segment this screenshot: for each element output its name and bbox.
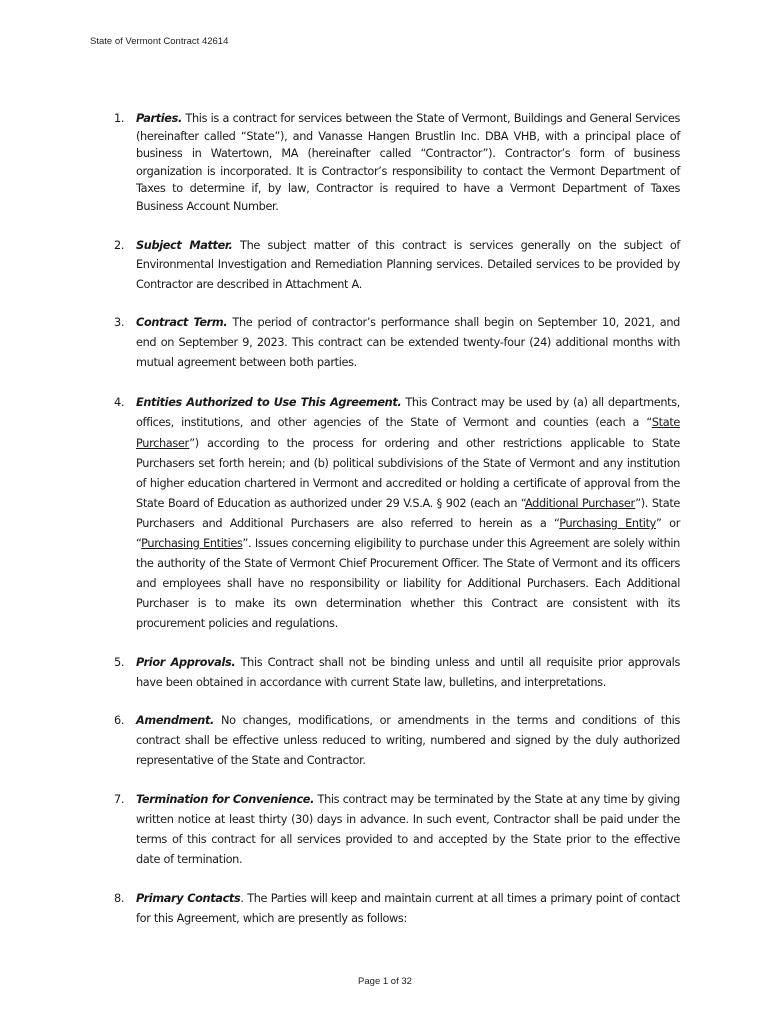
section-title: Subject Matter.	[136, 238, 233, 252]
section-text: No changes, modifications, or amendments in the terms and conditions of this contract shall be effective unless reduced to writing, numbered and signed by the duly authorized representative of the State and Contractor.	[136, 714, 680, 768]
page-header: State of Vermont Contract 42614	[90, 36, 229, 47]
section-number: 5.	[114, 656, 125, 670]
section-number: 3.	[114, 316, 125, 330]
section-text: ”). State Purchasers and Additional Purchasers are also referred to herein as a “	[136, 496, 680, 530]
section-text: This Contract may be used by (a) all departments, offices, institutions, and other agencies of the State of Vermont and counties (each a “	[136, 396, 680, 430]
section-title: Entities Authorized to Use This Agreement.	[136, 396, 402, 410]
section-title: Primary Contacts	[136, 892, 241, 906]
contract-sections	[114, 110, 680, 929]
section-number: 8.	[114, 892, 125, 906]
defined-term-state-purchaser: State Purchaser	[136, 416, 680, 450]
section-number: 6.	[114, 714, 125, 728]
section-subject-matter	[114, 236, 680, 295]
section-parties	[114, 110, 680, 216]
section-title: Amendment.	[136, 714, 214, 728]
section-text: ”. Issues concerning eligibility to purchase under this Agreement are solely within the authority of the State of Vermont Chief Procurement Officer. The State of Vermont and its officers and employees shall have no responsibility or liability for Additional Purchasers. Each Additional Purchaser is to make its own determination whether this Contract are consistent with its procurement policies and regulations.	[136, 537, 680, 631]
section-number: 4.	[114, 396, 125, 410]
section-title: Termination for Convenience.	[136, 793, 315, 807]
section-text: This is a contract for services between the State of Vermont, Buildings and General Services (hereinafter called “State”), and Vanasse Hangen Brustlin Inc. DBA VHB, with a principal place of business in Watertown, MA (hereinafter called “Contractor”). Contractor’s form of business organization is incorporated. It is Contractor’s responsibility to contact the Vermont Department of Taxes to determine if, by law, Contractor is required to have a Vermont Department of Taxes Business Account Number.	[136, 112, 680, 213]
defined-term-purchasing-entities: Purchasing Entities	[141, 537, 243, 550]
section-text: This contract may be terminated by the State at any time by giving written notice at least thirty (30) days in advance. In such event, Contractor shall be paid under the terms of this contract for all services provided to and accepted by the State prior to the effective date of termination.	[136, 793, 680, 867]
section-number: 1.	[114, 112, 125, 125]
section-text: ” or “	[136, 516, 680, 550]
section-text: The period of contractor’s performance shall begin on September 10, 2021, and end on September 9, 2023. This contract can be extended twenty-four (24) additional months with mutual agreement between both parties.	[136, 316, 680, 370]
section-title: Prior Approvals.	[136, 656, 236, 670]
section-termination	[114, 790, 680, 870]
section-title: Contract Term.	[136, 316, 228, 330]
section-text: This Contract shall not be binding unless and until all requisite prior approvals have been obtained in accordance with current State law, bulletins, and interpretations.	[136, 656, 680, 690]
section-contract-term	[114, 313, 680, 373]
section-number: 2.	[114, 238, 125, 252]
section-primary-contacts	[114, 889, 680, 929]
defined-term-additional-purchaser: Additional Purchaser	[524, 496, 636, 510]
section-title: Parties.	[136, 112, 182, 125]
section-prior-approvals	[114, 653, 680, 693]
page-footer: Page 1 of 32	[358, 976, 412, 987]
section-text: . The Parties will keep and maintain current at all times a primary point of contact for this Agreement, which are presently as follows:	[136, 892, 680, 926]
defined-term-purchasing-entity: Purchasing Entity	[559, 516, 657, 530]
section-number: 7.	[114, 793, 125, 807]
section-entities-authorized	[114, 393, 680, 634]
section-text: ”) according to the process for ordering and other restrictions applicable to State Purchasers set forth herein; and (b) political subdivisions of the State of Vermont and any institution of higher education chartered in Vermont and accredited or holding a certificate of approval from the State Board of Education as authorized under 29 V.S.A. § 902 (each an “	[136, 436, 680, 510]
section-amendment	[114, 711, 680, 771]
section-text: The subject matter of this contract is services generally on the subject of Environmental Investigation and Remediation Planning services. Detailed services to be provided by Contractor are described in Attachment A.	[136, 238, 681, 291]
